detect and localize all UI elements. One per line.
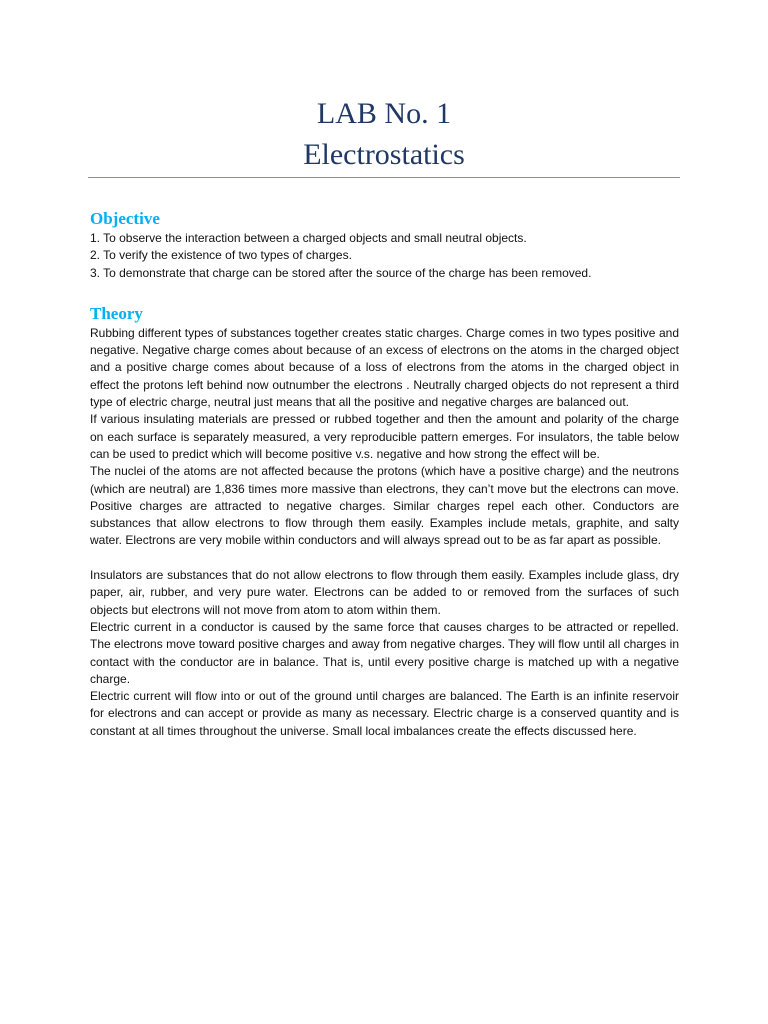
objective-item: 1. To observe the interaction between a charged objects and small neutral objects. <box>90 231 527 245</box>
theory-paragraph: Electric current in a conductor is caused by the same force that causes charges to be attracted or repelled. The electrons move toward positive charges and away from negative charges. They will flow until all charges in contact with the conductor are in balance. That is, until every positive charge is matched up with a negative charge. <box>90 619 679 686</box>
title-line-lab-number: LAB No. 1 <box>316 97 452 130</box>
theory-paragraph: Insulators are substances that do not allow electrons to flow through them easily. Examples include glass, dry paper, air, rubber, and very pure water. Electrons can be added to or removed from the surfaces of such objects but electrons will not move from atom to atom within them. <box>90 568 679 617</box>
theory-paragraph: If various insulating materials are pressed or rubbed together and then the amount and polarity of the charge on each surface is separately measured, a very reproducible pattern emerges. For insulators, the table below can be used to predict which will become positive v.s. negative and how strong the effect will be. <box>90 412 679 461</box>
theory-paragraph: Electric current will flow into or out of the ground until charges are balanced. The Earth is an infinite reservoir for electrons and can accept or provide as many as necessary. Electric charge is a conserved quantity and is constant at all times throughout the universe. Small local imbalances create the effects discussed here. <box>90 689 679 738</box>
objective-list <box>90 230 679 282</box>
paragraph-spacer <box>90 550 679 567</box>
theory-paragraph: Rubbing different types of substances together creates static charges. Charge comes in two types positive and negative. Negative charge comes about because of an excess of electrons on the atoms in the charged object and a positive charge comes about because of a loss of electrons from the atoms in the charged object in effect the protons left behind now outnumber the electrons . Neutrally charged objects do not represent a third type of electric charge, neutral just means that all the positive and negative charges are balanced out. <box>90 325 679 410</box>
title-divider <box>88 177 680 178</box>
objective-item: 2. To verify the existence of two types of charges. <box>90 248 352 263</box>
theory-heading: Theory <box>90 303 143 323</box>
objective-item: 3. To demonstrate that charge can be stored after the source of the charge has been removed. <box>90 265 592 280</box>
objective-heading: Objective <box>90 209 160 228</box>
theory-paragraph: The nuclei of the atoms are not affected because the protons (which have a positive charge) and the neutrons (which are neutral) are 1,836 times more massive than electrons, they can’t move but the electrons can move. Positive charges are attracted to negative charges. Similar charges repel each other. Conductors are substances that allow electrons to flow through them easily. Examples include metals, graphite, and salty water. Electrons are very mobile within conductors and will always spread out to be as far apart as possible. <box>90 464 679 548</box>
document-body <box>90 208 679 740</box>
title-line-topic: Electrostatics <box>303 138 465 171</box>
document-title <box>88 93 680 175</box>
